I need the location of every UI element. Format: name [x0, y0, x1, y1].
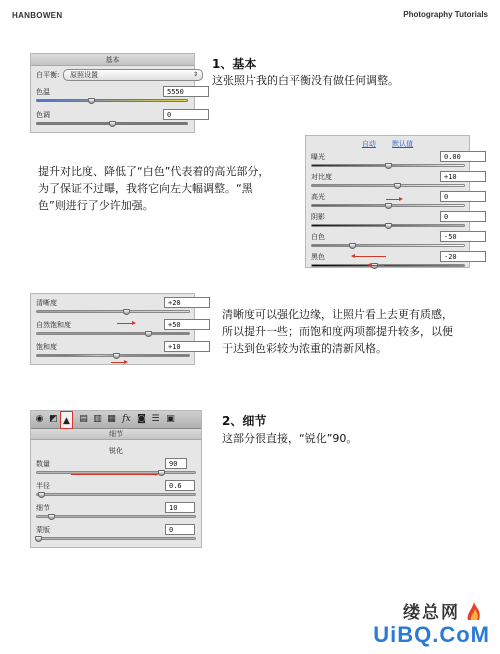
blacks-track[interactable] [311, 264, 465, 267]
radius-track[interactable] [36, 493, 196, 496]
contrast-row [306, 169, 469, 191]
hsl-icon[interactable]: ▤ [79, 414, 88, 424]
amount-thumb[interactable] [158, 470, 165, 476]
masking-thumb[interactable] [35, 536, 42, 542]
amount-label: 数量 [36, 460, 50, 468]
shadows-input[interactable]: 0 [440, 211, 486, 222]
arrow-right-icon [386, 199, 400, 200]
vibrance-thumb[interactable] [145, 331, 152, 337]
tint-input[interactable]: 0 [163, 109, 209, 120]
arrow-right-icon [71, 474, 156, 475]
shadows-row [306, 209, 469, 231]
blacks-row [306, 249, 469, 271]
blacks-label: 黑色 [311, 253, 325, 261]
tone-curve-icon[interactable]: ◩ [49, 414, 58, 424]
temperature-row [31, 84, 194, 106]
exposure-row [306, 149, 469, 171]
saturation-thumb[interactable] [113, 353, 120, 359]
arrow-right-icon [111, 362, 125, 363]
camera-icon[interactable]: ◙ [137, 414, 146, 424]
detail-icon[interactable]: ▲ [60, 411, 73, 429]
masking-row [31, 522, 201, 544]
watermark-en: UiBQ.CoM [373, 622, 490, 647]
detail-thumb[interactable] [48, 514, 55, 520]
tone-text-line-3: 色”则进行了少许加强。 [38, 199, 154, 212]
fx-icon[interactable]: fx [122, 414, 131, 424]
tint-thumb[interactable] [109, 121, 116, 127]
temperature-label: 色温 [36, 88, 50, 96]
presence-text-line-3: 于达到色彩较为浓重的清新风格。 [222, 342, 387, 355]
tone-text-line-1: 提升对比度、降低了“白色”代表着的高光部分， [38, 165, 270, 178]
snapshot-icon[interactable]: ▣ [166, 414, 175, 424]
saturation-input[interactable]: +10 [164, 341, 210, 352]
tone-panel [305, 135, 470, 268]
masking-input[interactable]: 0 [165, 524, 195, 535]
aperture-icon[interactable]: ◉ [35, 414, 44, 424]
temperature-input[interactable]: 5550 [163, 86, 209, 97]
white-balance-label: 白平衡: [36, 71, 60, 79]
panel-tab-strip [31, 411, 201, 429]
vibrance-label: 自然饱和度 [36, 321, 71, 329]
radius-row [31, 478, 201, 500]
brand-label: HANBOWEN [12, 11, 63, 20]
tone-text-line-2: 为了保证不过曝，我将它向左大幅调整。“黑 [38, 182, 253, 195]
arrow-left-icon [354, 256, 386, 257]
watermark-cn: 缕总网 [403, 603, 460, 623]
detail-input[interactable]: 10 [165, 502, 195, 513]
white-balance-value: 原照设置 [70, 71, 98, 79]
masking-track[interactable] [36, 537, 196, 540]
split-tone-icon[interactable]: ▥ [93, 414, 102, 424]
vibrance-track[interactable] [36, 332, 190, 335]
saturation-row [31, 339, 194, 361]
detail-track[interactable] [36, 515, 196, 518]
exposure-label: 曝光 [311, 153, 325, 161]
clarity-row [31, 295, 194, 317]
sharpening-group-label: 锐化 [109, 447, 123, 455]
amount-row [31, 456, 201, 478]
clarity-track[interactable] [36, 310, 190, 313]
blacks-input[interactable]: -20 [440, 251, 486, 262]
updown-chevron-icon: ⇕ [192, 71, 198, 78]
default-link[interactable]: 默认值 [392, 140, 414, 148]
contrast-track[interactable] [311, 184, 465, 187]
masking-label: 蒙版 [36, 526, 50, 534]
contrast-label: 对比度 [311, 173, 332, 181]
highlights-input[interactable]: 0 [440, 191, 486, 202]
presets-icon[interactable]: ☰ [151, 414, 160, 424]
detail-panel [30, 410, 202, 548]
shadows-label: 阴影 [311, 213, 325, 221]
tint-row [31, 107, 194, 129]
clarity-input[interactable]: +20 [164, 297, 210, 308]
section-label: Photography Tutorials [403, 10, 488, 19]
arrow-right-icon [117, 323, 133, 324]
auto-link[interactable]: 自动 [361, 140, 376, 148]
clarity-thumb[interactable] [123, 309, 130, 315]
section2-heading: 2、细节 [222, 414, 267, 428]
vibrance-input[interactable]: +50 [164, 319, 210, 330]
flame-logo-icon [464, 600, 484, 622]
saturation-label: 饱和度 [36, 343, 57, 351]
whites-row [306, 229, 469, 251]
tone-header [306, 139, 469, 149]
arrow-left-icon [370, 265, 384, 266]
detail-label: 细节 [36, 504, 50, 512]
presence-text-line-1: 清晰度可以强化边缘，让照片看上去更有质感， [222, 308, 453, 321]
basic-panel-title: 基本 [31, 54, 194, 66]
whites-track[interactable] [311, 244, 465, 247]
whites-label: 白色 [311, 233, 325, 241]
detail-row [31, 500, 201, 522]
site-watermark [340, 598, 490, 648]
amount-track[interactable] [36, 471, 196, 474]
detail-panel-title: 细节 [31, 429, 201, 440]
radius-label: 半径 [36, 482, 50, 490]
white-balance-select[interactable] [63, 69, 203, 81]
highlights-row [306, 189, 469, 211]
clarity-label: 清晰度 [36, 299, 57, 307]
lens-icon[interactable]: ▦ [107, 414, 116, 424]
vibrance-row [31, 317, 194, 339]
presence-panel [30, 293, 195, 365]
whites-input[interactable]: -50 [440, 231, 486, 242]
basic-panel [30, 53, 198, 133]
presence-text-line-2: 所以提升一些；而饱和度两项都提升较多，以便 [222, 325, 453, 338]
section1-description: 这张照片我的白平衡没有做任何调整。 [212, 74, 399, 87]
radius-input[interactable]: 0.6 [165, 480, 195, 491]
highlights-label: 高光 [311, 193, 325, 201]
contrast-input[interactable]: +10 [440, 171, 486, 182]
temperature-track[interactable] [36, 99, 188, 102]
blacks-thumb[interactable] [371, 263, 378, 269]
radius-thumb[interactable] [38, 492, 45, 498]
exposure-input[interactable]: 0.00 [440, 151, 486, 162]
temperature-thumb[interactable] [88, 98, 95, 104]
section1-heading: 1、基本 [212, 57, 257, 71]
section2-description: 这部分很直接，“锐化”90。 [222, 432, 358, 445]
white-balance-row [31, 66, 198, 84]
tint-label: 色调 [36, 111, 50, 119]
amount-input[interactable]: 90 [165, 458, 187, 469]
